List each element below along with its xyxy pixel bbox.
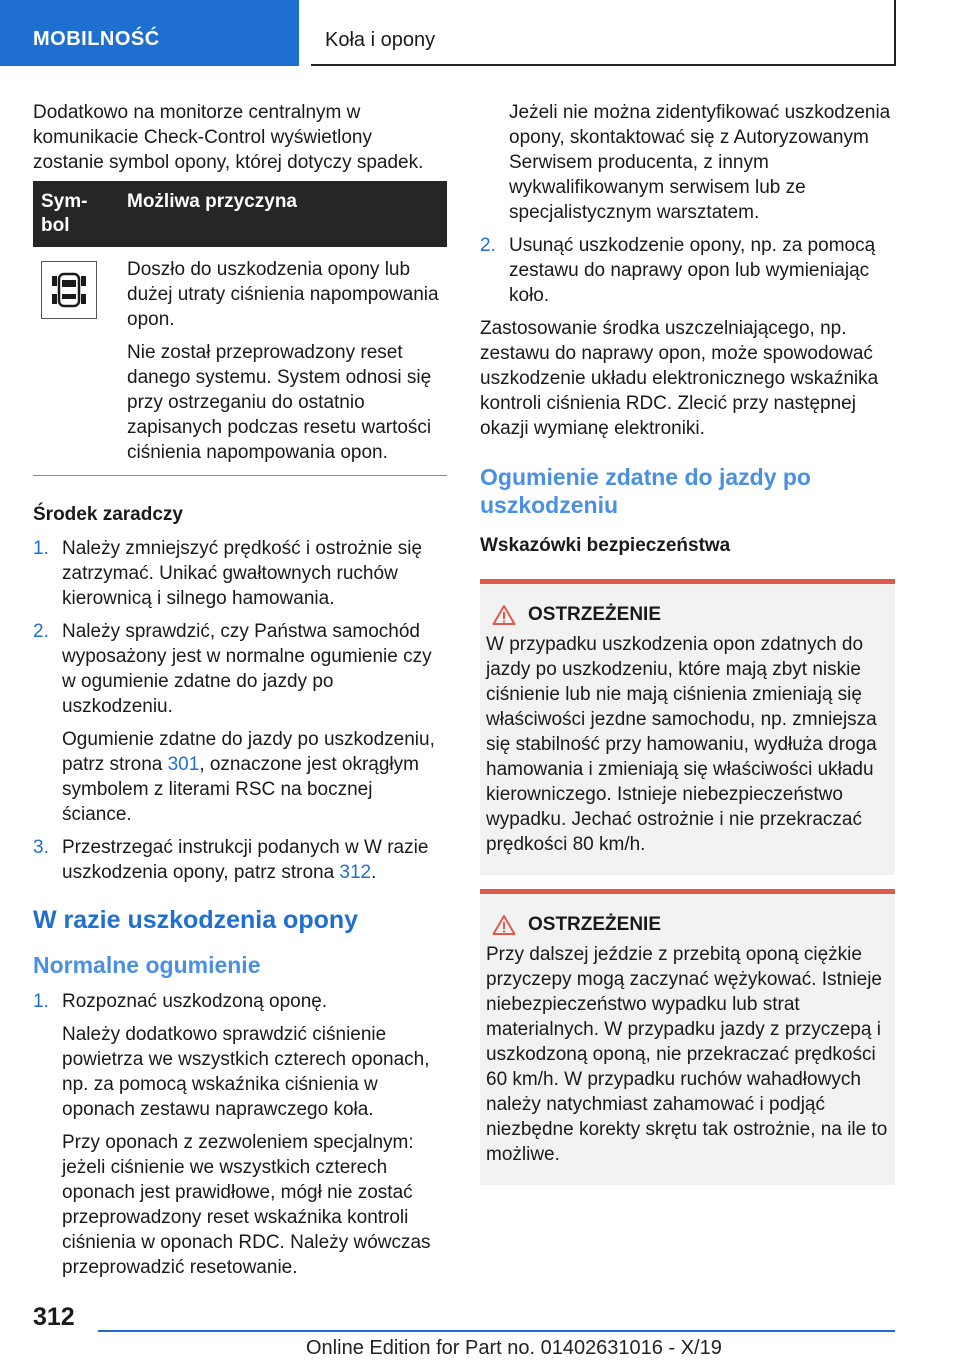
list-number: 1. [33, 991, 49, 1012]
page-link-301[interactable]: 301 [167, 754, 200, 775]
cause-paragraph-2: Nie został przeprowadzony reset danego systemu. System odnosi się przy ostrzeganiu do ostatnio zapisanych podczas resetu wartości ciśnienia napompowania opon. [127, 342, 432, 463]
chapter-tab [311, 0, 896, 66]
list-item: 3. Przestrzegać instrukcji podanych w W razie uszkodzenia opony, patrz strona 312. [33, 837, 429, 883]
col-cause-header: Możliwa przyczyna [119, 181, 447, 247]
cause-paragraph-1: Doszło do uszkodzenia opony lub dużej utraty ciśnienia napompowania opon. [127, 259, 439, 330]
footer-divider [98, 1330, 895, 1332]
section-heading: W razie uszkodzenia opony [33, 906, 359, 934]
sealant-paragraph: Zastosowanie środka uszczelniającego, np. zestawu do naprawy opon, może spowodować uszkodzenie układu elektronicznego wskaźnika kontroli ciśnienia RDC. Zlecić przy następnej okazji wymianę elektroniki. [480, 318, 879, 439]
subsection-heading: Normalne ogumienie [33, 952, 261, 978]
symbol-cell [33, 247, 119, 476]
list-text: Należy zmniejszyć prędkość i ostrożnie się zatrzymać. Unikać gwałtownych ruchów kierownicą i silnego hamowania. [62, 538, 423, 609]
continued-list [480, 233, 895, 308]
remedy-heading: Środek zaradczy [33, 504, 183, 525]
list-number: 2. [480, 235, 496, 256]
warning-label: OSTRZEŻENIE [528, 914, 662, 935]
warning-text: Przy dalszej jeździe z przebitą oponą ciężkie przyczepy mogą zaczynać wężykować. Istnieje niebezpieczeństwo wypadku lub strat materialnych. W przypadku jazdy z przyczepą i uszkodzoną oponą, nie przekraczać prędkości 60 km/h. W przypadku ruchów wahadłowych należy natychmiast zahamować i podjąć niezbędne korekty skrętu tak ostrożnie, na ile to możliwe. [486, 944, 888, 1165]
col-symbol-header: Sym-bol [33, 181, 119, 247]
list-item [33, 989, 447, 1280]
list-number: 2. [33, 621, 49, 642]
list-text: Usunąć uszkodzenie opony, np. za pomocą zestawu do naprawy opon lub wymieniając koło. [509, 235, 876, 306]
list-text: Należy sprawdzić, czy Państwa samochód wyposażony jest w normalne ogumienie czy w ogumienie zdatne do jazdy po uszkodzeniu. [62, 621, 432, 717]
intro-paragraph: Dodatkowo na monitorze centralnym w komunikacie Check-Control wyświetlony zostanie symbol opony, której dotyczy spadek. [33, 102, 424, 173]
list-text: Rozpoznać uszkodzoną oponę. [62, 991, 328, 1012]
page-link-312[interactable]: 312 [339, 862, 372, 883]
page-number: 312 [33, 1303, 75, 1331]
warning-box [480, 579, 895, 875]
runflat-heading: Ogumienie zdatne do jazdy po uszkodzeniu [480, 464, 811, 518]
list-subtext: Przy oponach z zezwoleniem specjalnym: jeżeli ciśnienie we wszystkich czterech oponach jest prawidłowe, mógł nie zostać przeprowadzony reset wskaźnika kontroli ciśnienia w oponach RDC. Należy wówczas przeprowadzić resetowanie. [62, 1132, 431, 1278]
warning-label: OSTRZEŻENIE [528, 604, 662, 625]
warning-triangle-icon [492, 604, 516, 626]
safety-heading: Wskazówki bezpieczeństwa [480, 535, 731, 556]
warning-title [492, 604, 889, 626]
list-subtext: Ogumienie zdatne do jazdy po uszkodzeniu, patrz strona 301, oznaczone jest okrągłym symbolem z literami RSC na bocznej ściance. [62, 729, 435, 825]
chapter-title: Koła i opony [325, 29, 436, 51]
edition-text: Online Edition for Part no. 01402631016 - X/19 [306, 1337, 722, 1359]
warning-text: W przypadku uszkodzenia opon zdatnych do jazdy po uszkodzeniu, które mają zbyt niskie ciśnienie lub nie mają ciśnienia zmieniają się właściwości jezdne samochodu, np. zmniejsza się stabilność przy hamowaniu, wydłuża droga hamowania i zmieniają się właściwości układu kierowniczego. Istnieje niebezpieczeństwo wypadku. Jechać ostrożnie i nie przekraczać prędkości 80 km/h. [486, 634, 877, 855]
list-item [480, 233, 895, 308]
list-number: 1. [33, 538, 49, 559]
remedy-list [33, 536, 447, 885]
left-column [33, 100, 447, 1288]
warning-title [492, 914, 889, 936]
section-title: MOBILNOŚĆ [33, 28, 160, 50]
section-tab [0, 0, 299, 66]
list-item [33, 536, 447, 611]
list-number: 3. [33, 837, 49, 858]
cause-cell [119, 247, 447, 476]
warning-box [480, 889, 895, 1185]
symbol-table [33, 181, 447, 476]
continued-paragraph: Jeżeli nie można zidentyfikować uszkodzenia opony, skontaktować się z Autoryzowanym Serwisem producenta, z innym wykwalifikowanym serwisem lub ze specjalistycznym warsztatem. [509, 102, 891, 223]
list-item [33, 619, 447, 827]
normal-tires-list [33, 989, 447, 1280]
warning-triangle-icon [492, 914, 516, 936]
list-subtext: Należy dodatkowo sprawdzić ciśnienie powietrza we wszystkich czterech oponach, np. za pomocą wskaźnika ciśnienia w oponach zestawu naprawczego koła. [62, 1024, 430, 1120]
right-column [480, 100, 895, 1199]
table-row [33, 247, 447, 476]
tire-pressure-car-icon [41, 261, 97, 319]
